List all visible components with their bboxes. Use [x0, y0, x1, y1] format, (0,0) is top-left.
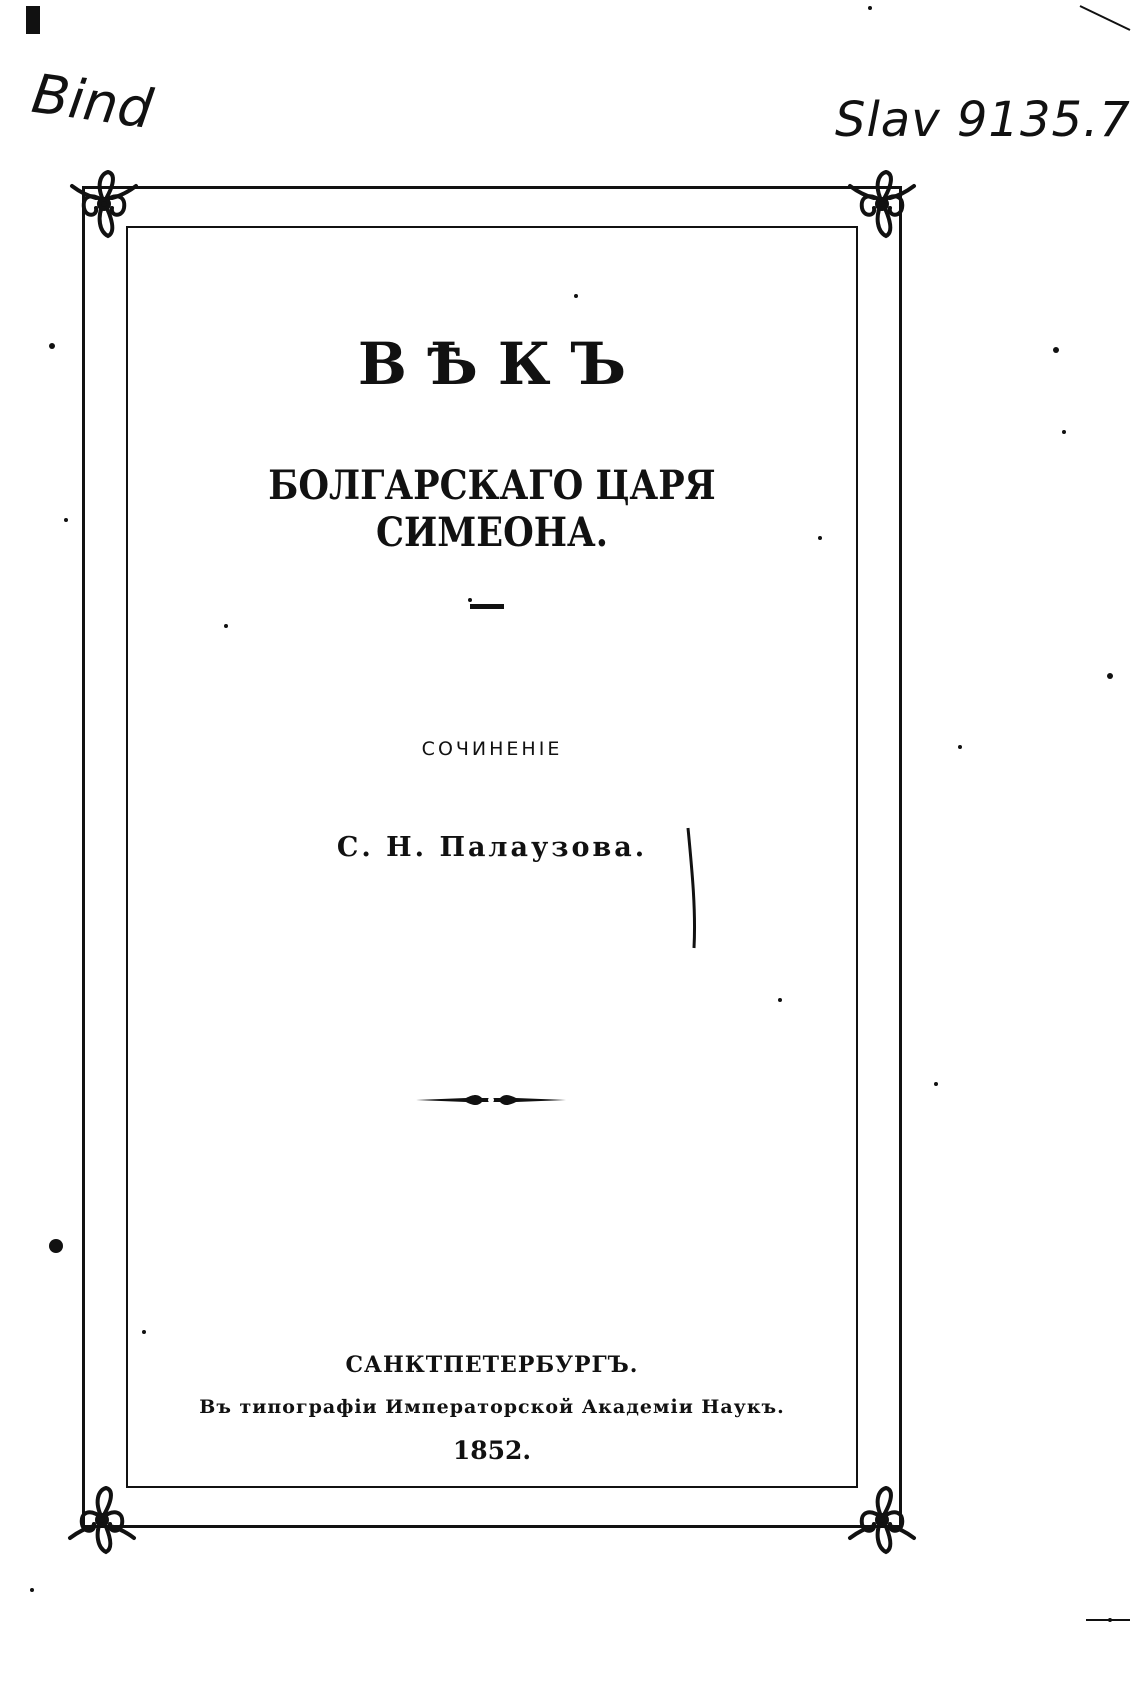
- publication-city: САНКТПЕТЕРБУРГЪ.: [345, 1352, 639, 1378]
- publication-year: 1852.: [452, 1436, 532, 1465]
- printer-line: Въ типографіи Императорской Академіи Наукъ.: [199, 1396, 785, 1418]
- book-title: ВѢКЪ: [357, 330, 647, 398]
- handwritten-note: Bind: [28, 61, 157, 142]
- book-subtitle: БОЛГАРСКАГО ЦАРЯ СИМЕОНА.: [268, 462, 716, 556]
- author-name: С. Н. Палаузова.: [336, 832, 648, 863]
- handwritten-call-number: Slav 9135.7: [835, 92, 1131, 148]
- work-label: СОЧИНЕНІЕ: [421, 738, 563, 760]
